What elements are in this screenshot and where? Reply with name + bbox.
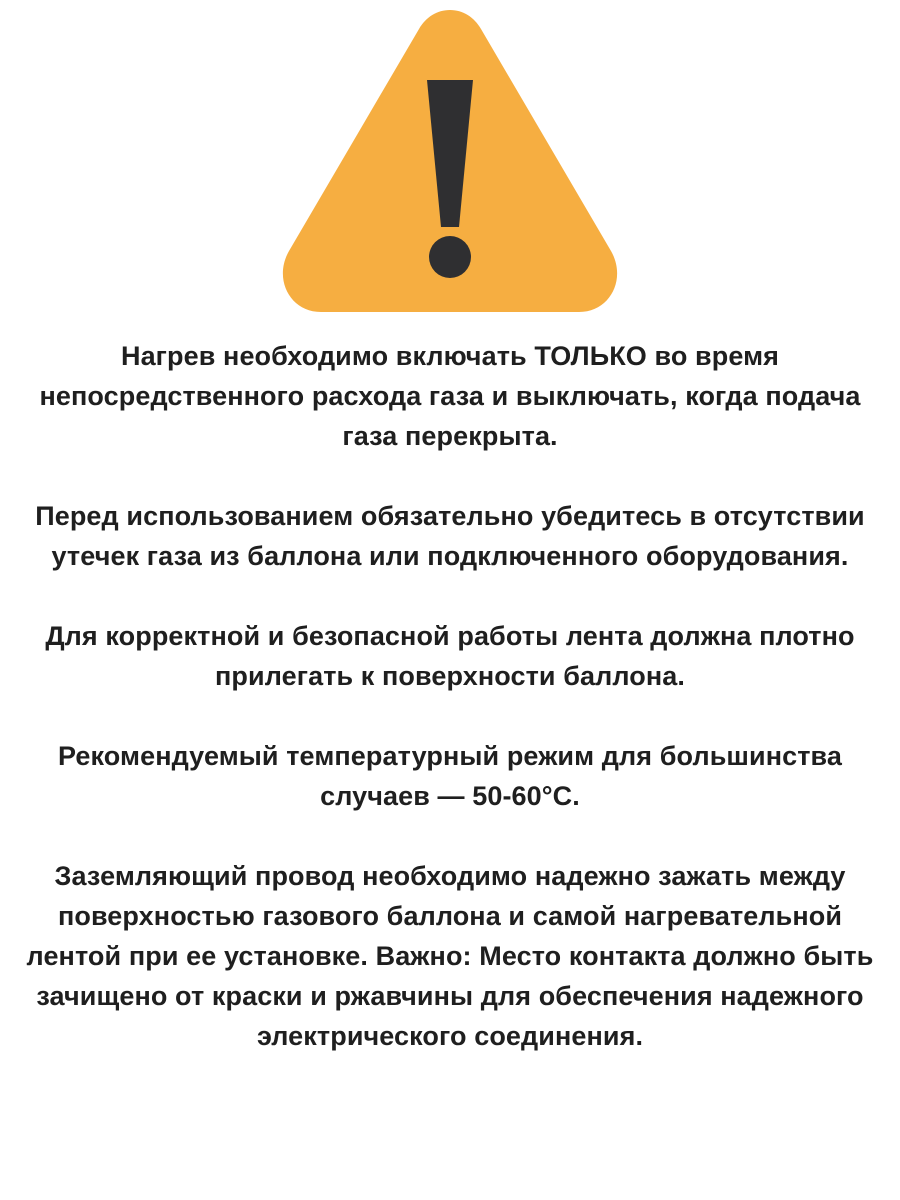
exclamation-dot-icon xyxy=(429,236,471,278)
text-line: поверхностью газового баллона и самой нагревательной xyxy=(57,901,843,931)
text-line: непосредственного расхода газа и выключать, когда подача xyxy=(39,381,861,411)
warning-triangle-icon xyxy=(270,0,630,330)
text-line: утечек газа из баллона или подключенного оборудования. xyxy=(51,541,849,571)
paragraph-heating-usage xyxy=(0,336,900,456)
text-line: Перед использованием обязательно убедитесь в отсутствии xyxy=(35,501,865,531)
warning-sign xyxy=(0,0,900,330)
text-line: случаев — 50-60°С. xyxy=(320,781,580,811)
text-line: газа перекрыта. xyxy=(342,421,558,451)
text-line: Для корректной и безопасной работы лента должна плотно xyxy=(45,621,855,651)
text-line: лентой при ее установке. Важно: Место контакта должно быть xyxy=(26,941,874,971)
text-line: электрического соединения. xyxy=(256,1021,644,1051)
paragraph-leak-check xyxy=(0,496,900,576)
text-line: зачищено от краски и ржавчины для обеспечения надежного xyxy=(36,981,864,1011)
text-line: прилегать к поверхности баллона. xyxy=(215,661,685,691)
paragraph-grounding xyxy=(0,856,900,1056)
paragraph-tape-fit xyxy=(0,616,900,696)
safety-text xyxy=(0,336,900,1056)
paragraph-temperature xyxy=(0,736,900,816)
text-line: Заземляющий провод необходимо надежно зажать между xyxy=(54,861,846,891)
text-line: Нагрев необходимо включать ТОЛЬКО во время xyxy=(120,341,780,371)
text-line: Рекомендуемый температурный режим для большинства xyxy=(57,741,843,771)
